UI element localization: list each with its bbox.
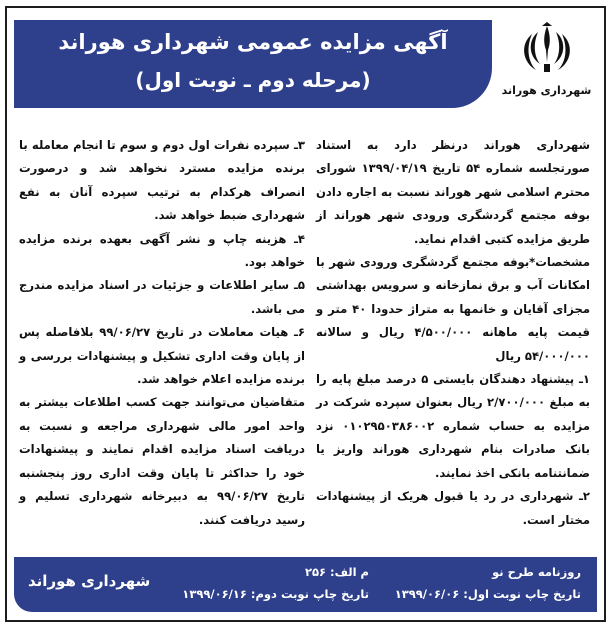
clause-6: ۶ـ هیات معاملات در تاریخ ۹۹/۰۶/۲۷ بلافاصله پس از پایان وقت اداری تشکیل و پیشنهادات بررسی و برنده مزایده اعلام خواهد شد. [19,325,305,387]
notice-frame [5,6,606,622]
notice-title: آگهی مزایده عمومی شهرداری هوراند [58,30,448,54]
intro-paragraph: شهرداری هوراند درنظر دارد به استناد صورتجلسه شماره ۵۴ تاریخ ۱۳۹۹/۰۴/۱۹ شورای محترم اسلامی شهر هوراند نسبت به اجاره دادن بوفه مجتمع گردشگری ورودی شهر هوراند از طریق مزایده کتبی اقدام نماید. [316,138,590,246]
applicants-paragraph: متقاضیان می‌توانند جهت کسب اطلاعات بیشتر به واحد امور مالی شهرداری مراجعه و نسبت به دریافت اسناد مزایده اقدام نمایند و پیشنهادات خود را حداکثر تا پایان وقت اداری روز پنجشنبه تاریخ ۹۹/۰۶/۲۷ به دبیرخانه شهرداری تسلیم و رسید دریافت کنند. [19,395,305,527]
clause-2: ۲ـ شهرداری در رد یا قبول هریک از پیشنهادات مختار است. [316,489,590,527]
footer-brand: شهرداری هوراند [28,572,151,590]
municipality-logo [499,20,594,108]
logo-label: شهرداری هوراند [501,84,592,97]
right-column [316,134,590,532]
clause-4: ۴ـ هزینه چاپ و نشر آگهی بعهده برنده مزایده خواهد بود. [19,231,305,270]
left-column [19,134,305,532]
notice-subtitle: (مرحله دوم ـ نوبت اول) [135,68,371,92]
clause-1: ۱ـ پیشنهاد دهندگان بایستی ۵ درصد مبلغ پایه را به مبلغ ۲/۷۰۰/۰۰۰ ریال بعنوان سپرده شرکت در مزایده به حساب شماره ۰۱۰۲۹۵۰۳۸۶۰۰۲ نزد بانک صادرات بنام شهرداری هوراند واریز یا ضمانتنامه بانکی اخذ نمایند. [316,372,590,480]
second-print-date: تاریخ چاپ نوبت دوم: ۱۳۹۹/۰۶/۱۶ [182,587,369,601]
title-banner [14,20,492,108]
reference-number: م الف: ۲۵۶ [304,565,369,579]
notice-body [7,120,604,560]
iran-emblem-icon [518,20,576,78]
specs-paragraph: مشخصات*بوفه مجتمع گردشگری ورودی شهر با امکانات آب و برق نمازخانه و سرویس بهداشتی مجزای آقایان و خانمها به متراژ حدودا ۴۰ متر و قیمت پایه ماهانه ۴/۵۰۰/۰۰۰ ریال و سالانه ۵۴/۰۰۰/۰۰۰ ریال [316,255,590,363]
first-print-date: تاریخ چاپ نوبت اول: ۱۳۹۹/۰۶/۰۶ [394,587,581,601]
clause-3: ۳ـ سپرده نفرات اول دوم و سوم تا انجام معامله با برنده مزایده مسترد نخواهد شد و درصورت انصراف هرکدام به ترتیب سپرده آنان به نفع شهرداری ضبط خواهد شد. [19,138,305,223]
clause-5: ۵ـ سایر اطلاعات و جزئیات در اسناد مزایده مندرج می باشد. [19,278,305,316]
newspaper-name: روزنامه طرح نو [492,565,581,579]
notice-header [7,8,604,116]
notice-footer [14,557,597,612]
